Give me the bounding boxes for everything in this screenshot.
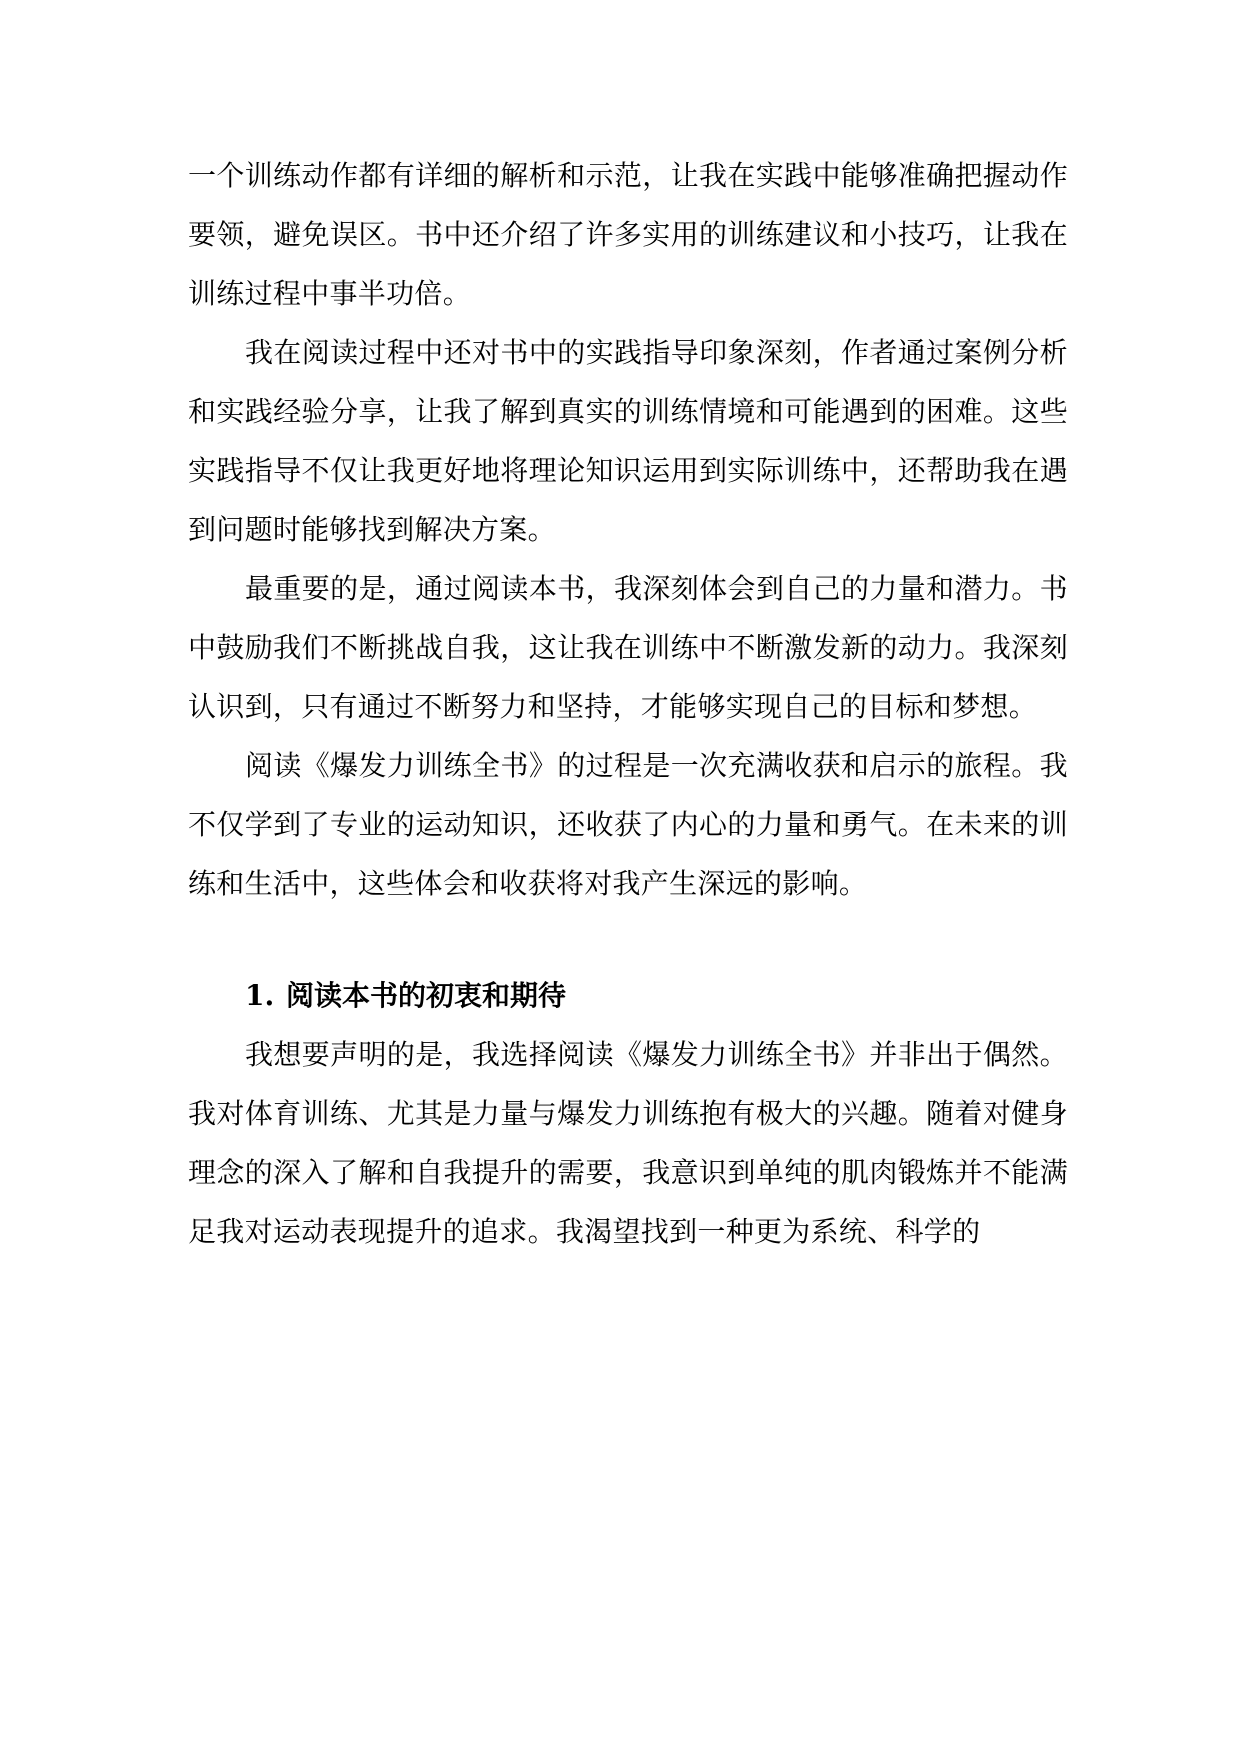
section-title: 阅读本书的初衷和期待 xyxy=(286,979,567,1012)
paragraph-practice-guidance: 我在阅读过程中还对书中的实践指导印象深刻，作者通过案例分析和实践经验分享，让我了解到真实的训练情境和可能遇到的困难。这些实践指导不仅让我更好地将理论知识运用到实际训练中，还帮助我在遇到问题时能够找到解决方案。 xyxy=(188,336,1068,546)
paragraph-strength-potential: 最重要的是，通过阅读本书，我深刻体会到自己的力量和潜力。书中鼓励我们不断挑战自我，这让我在训练中不断激发新的动力。我深刻认识到，只有通过不断努力和坚持，才能够实现自己的目标和梦想。 xyxy=(188,572,1068,723)
section-heading xyxy=(188,966,1068,1025)
paragraph-intention: 我想要声明的是，我选择阅读《爆发力训练全书》并非出于偶然。我对体育训练、尤其是力量与爆发力训练抱有极大的兴趣。随着对健身理念的深入了解和自我提升的需要，我意识到单纯的肌肉锻炼并不能满足我对运动表现提升的追求。我渴望找到一种更为系统、科学的 xyxy=(188,1038,1068,1248)
section-number: 1. xyxy=(245,979,275,1012)
paragraph-reading-journey: 阅读《爆发力训练全书》的过程是一次充满收获和启示的旅程。我不仅学到了专业的运动知识，还收获了内心的力量和勇气。在未来的训练和生活中，这些体会和收获将对我产生深远的影响。 xyxy=(188,749,1068,900)
paragraph-continuation: 一个训练动作都有详细的解析和示范，让我在实践中能够准确把握动作要领，避免误区。书中还介绍了许多实用的训练建议和小技巧，让我在训练过程中事半功倍。 xyxy=(188,159,1068,310)
document-body xyxy=(188,146,1068,1261)
